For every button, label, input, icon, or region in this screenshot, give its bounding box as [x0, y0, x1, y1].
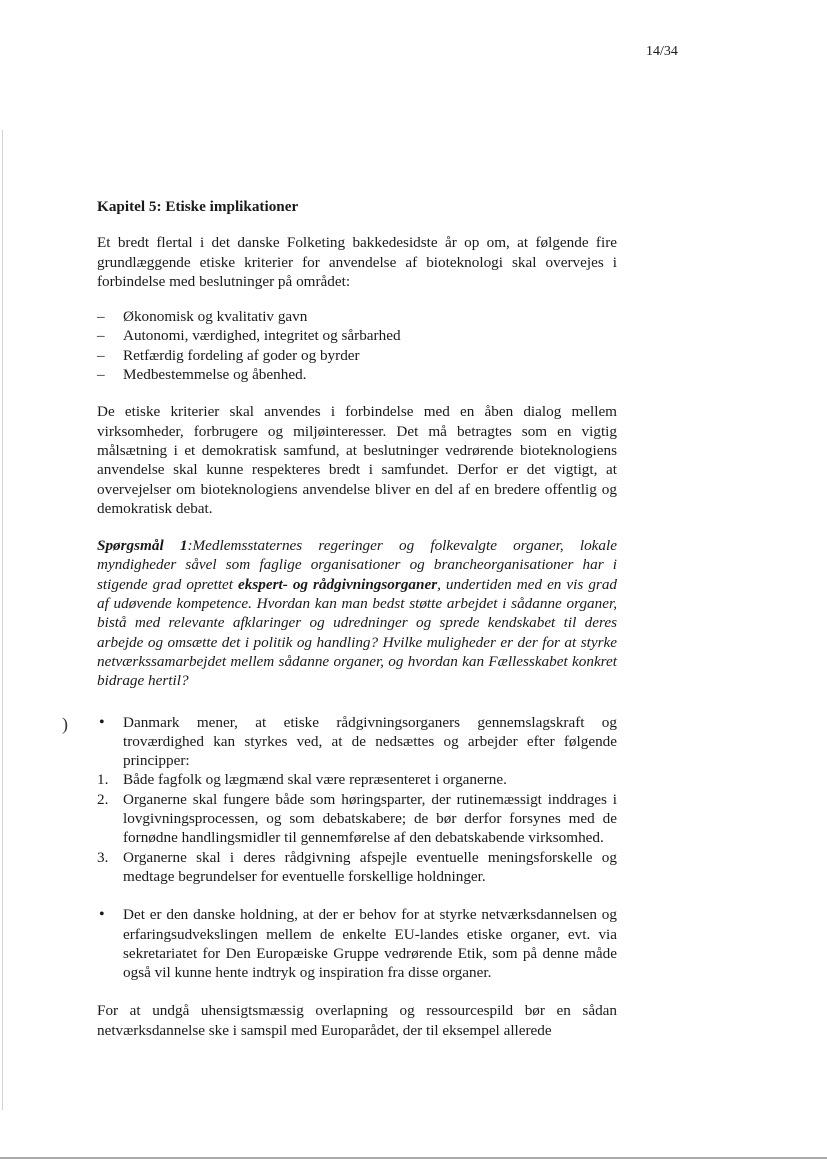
principle-text: Både fagfolk og lægmænd skal være repræsenteret i organerne. [123, 771, 507, 789]
scan-bottom-line [0, 1157, 827, 1159]
criteria-paragraph: De etiske kriterier skal anvendes i forbindelse med en åben dialog mellem virksomheder, forbrugere og miljøinteresser. Det må betragtes som en vigtig målsætning i et demokratisk samfund, at beslutninger vedrørende bioteknologiens anvendelse skal kunne respekteres bredt i samfundet. Derfor er det vigtigt, at overvejelser om bioteknologiens anvendelse bliver en del af en bredere offentlig og demokratisk debat. [97, 403, 617, 517]
question-1 [97, 536, 617, 690]
question-label: Spørgsmål 1 [97, 537, 188, 555]
bullet-denmark-opinion [97, 713, 617, 771]
criteria-item: – Økonomisk og kvalitativ gavn [97, 307, 617, 326]
bullet-text: Danmark mener, at etiske rådgivningsorganers gennemslagskraft og troværdighed kan styrkes ved, at de nedsættes og arbejder efter følgende principper: [123, 713, 617, 770]
criteria-item: – Medbestemmelse og åbenhed. [97, 365, 617, 384]
intro-paragraph: Et bredt flertal i det danske Folketing bakkedesidste år op om, at følgende fire grundlæggende etiske kriterier for anvendelse af bioteknologi skal overvejes i forbindelse med beslutninger på området: [97, 234, 617, 290]
criteria-item: – Autonomi, værdighed, integritet og sårbarhed [97, 326, 617, 345]
scan-edge-line [2, 130, 3, 1110]
criteria-list [97, 307, 617, 384]
principle-item [97, 848, 617, 887]
chapter-heading: Kapitel 5: Etiske implikationer [97, 198, 299, 215]
bullet-text: Det er den danske holdning, at der er behov for at styrke netværksdannelsen og erfaringsudvekslingen mellem de enkelte EU-landes etiske organer, evt. via sekretariatet for Den Europæiske Gruppe vedrørende Etik, som på denne måde også vil kunne hente indtryk og inspiration fra disse organer. [123, 906, 617, 982]
question-text-part2: , undertiden med en vis grad af udøvende kompetence. Hvordan kan man bedst støtte arbejdet i sådanne organer, bistå med relevante afklaringer og udredninger og sprede kendskabet til deres arbejde og omsætte det i politik og handling? Hvilke muligheder er der for at styrke netværkssamarbejdet mellem sådanne organer, og hvordan kan Fællesskabet konkret bidrage hertil? [97, 575, 618, 690]
question-bold-term: ekspert- og rådgivningsorganer [238, 575, 438, 593]
principle-number: 3. [97, 848, 109, 866]
principles-list [97, 770, 617, 886]
principle-item [97, 770, 617, 789]
bullet-network [97, 905, 617, 982]
final-paragraph: For at undgå uhensigtsmæssig overlapning og ressourcespild bør en sådan netværksdannelse ske i samspil med Europarådet, der til eksempel allerede [97, 1002, 617, 1039]
criteria-item: – Retfærdig fordeling af goder og byrder [97, 346, 617, 365]
principle-text: Organerne skal i deres rådgivning afspejle eventuelle meningsforskelle og medtage begrundelser for eventuelle forskellige holdninger. [123, 848, 617, 885]
margin-mark: ) [62, 714, 68, 734]
principle-item [97, 790, 617, 848]
principle-number: 1. [97, 771, 109, 789]
document-body [97, 197, 617, 1040]
principle-number: 2. [97, 790, 109, 808]
principle-text: Organerne skal fungere både som høringsparter, der rutinemæssigt inddrages i lovgivningsprocessen, og som debatskabere; de bør derfor forsynes med de fornødne handlingsmidler til gennemførelse af den debatskabende virksomhed. [123, 790, 617, 847]
question-text-part1: :Medlemsstaternes regeringer og folkevalgte organer, lokale myndigheder såvel som faglige organisationer og brancheorganisationer har i stigende grad oprettet [97, 537, 617, 593]
page-number: 14/34 [646, 44, 678, 59]
